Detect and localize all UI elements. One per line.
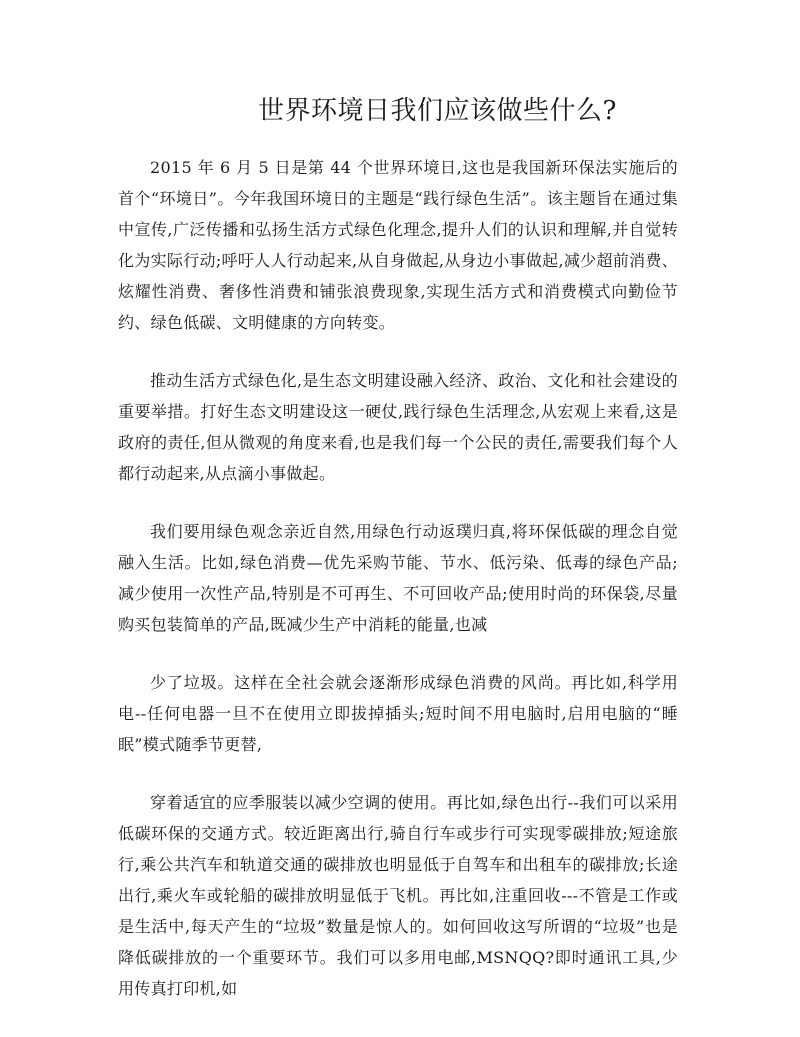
document-title: 世界环境日我们应该做些什么? (258, 96, 617, 126)
paragraph-4: 少了垃圾。这样在全社会就会逐渐形成绿色消费的风尚。再比如,科学用电--任何电器一旦不在使用立即拔掉插头;短时间不用电脑时,启用电脑的“睡眠”模式随季节更替, (118, 673, 678, 754)
document-body (118, 152, 678, 1031)
paragraph-2: 推动生活方式绿色化,是生态文明建设融入经济、政治、文化和社会建设的重要举措。打好生态文明建设这一硬仗,践行绿色生活理念,从宏观上来看,这是政府的责任,但从微观的角度来看,也是我们每一个公民的责任,需要我们每个人都行动起来,从点滴小事做起。 (118, 371, 678, 483)
paragraph-5: 穿着适宜的应季服装以减少空调的使用。再比如,绿色出行--我们可以采用低碳环保的交通方式。较近距离出行,骑自行车或步行可实现零碳排放;短途旅行,乘公共汽车和轨道交通的碳排放也明显低于自驾车和出租车的碳排放;长途出行,乘火车或轮船的碳排放明显低于飞机。再比如,注重回收---不管是工作或是生活中,每天产生的“垃圾”数量是惊人的。如何回收这写所谓的“垃圾”也是降低碳排放的一个重要环节。我们可以多用电邮,MSNQQ?即时通讯工具,少用传真打印机,如 (118, 793, 678, 998)
paragraph-1: 2015 年 6 月 5 日是第 44 个世界环境日,这也是我国新环保法实施后的首个“环境日”。今年我国环境日的主题是“践行绿色生活”。该主题旨在通过集中宣传,广泛传播和弘扬生活方式绿色化理念,提升人们的认识和理解,并自觉转化为实际行动;呼吁人人行动起来,从自身做起,从身边小事做起,减少超前消费、炫耀性消费、奢侈性消费和铺张浪费现象,实现生活方式和消费模式向勤俭节约、绿色低碳、文明健康的方向转变。 (118, 158, 678, 332)
paragraph-3: 我们要用绿色观念亲近自然,用绿色行动返璞归真,将环保低碳的理念自觉融入生活。比如,绿色消费—优先采购节能、节水、低污染、低毒的绿色产品;减少使用一次性产品,特别是不可再生、不可回收产品;使用时尚的环保袋,尽量购买包装简单的产品,既减少生产中消耗的能量,也减 (118, 522, 678, 634)
